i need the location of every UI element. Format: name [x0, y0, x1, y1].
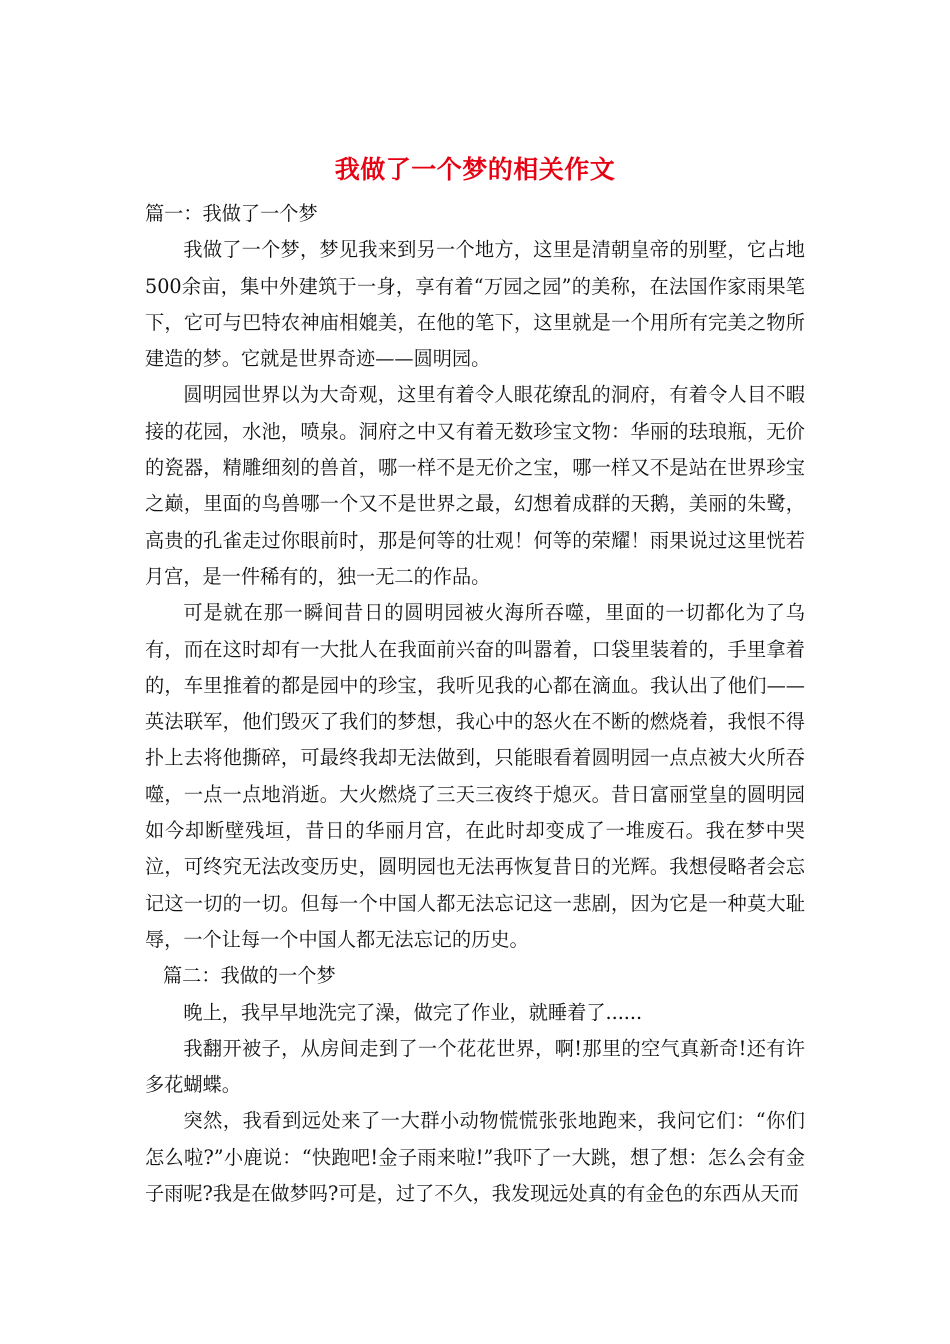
section-heading-1: 篇一：我做了一个梦: [145, 202, 318, 225]
paragraph: 突然，我看到远处来了一大群小动物慌慌张张地跑来，我问它们：“你们怎么啦?”小鹿说：“快跑吧!金子雨来啦!”我吓了一大跳，想了想：怎么会有金子雨呢?我是在做梦吗?可是，过了不久，我发现远处真的有金色的东西从天而: [145, 1109, 805, 1206]
paragraph: 我翻开被子，从房间走到了一个花花世界，啊!那里的空气真新奇!还有许多花蝴蝶。: [145, 1036, 805, 1097]
document-body: [145, 196, 805, 1212]
paragraph: 可是就在那一瞬间昔日的圆明园被火海所吞噬，里面的一切都化为了乌有，而在这时却有一大批人在我面前兴奋的叫嚣着，口袋里装着的，手里拿着的，车里推着的都是园中的珍宝，我听见我的心都在滴血。我认出了他们——英法联军，他们毁灭了我们的梦想，我心中的怒火在不断的燃烧着，我恨不得扑上去将他撕碎，可最终我却无法做到，只能眼看着圆明园一点点被大火所吞噬，一点一点地消逝。大火燃烧了三天三夜终于熄灭。昔日富丽堂皇的圆明园如今却断壁残垣，昔日的华丽月宫，在此时却变成了一堆废石。我在梦中哭泣，可终究无法改变历史，圆明园也无法再恢复昔日的光辉。我想侵略者会忘记这一切的一切。但每一个中国人都无法忘记这一悲剧，因为它是一种莫大耻辱，一个让每一个中国人都无法忘记的历史。: [145, 601, 805, 951]
paragraph: 我做了一个梦，梦见我来到另一个地方，这里是清朝皇帝的别墅，它占地500余亩，集中外建筑于一身，享有着“万园之园”的美称，在法国作家雨果笔下，它可与巴特农神庙相媲美，在他的笔下，这里就是一个用所有完美之物所建造的梦。它就是世界奇迹——圆明园。: [145, 238, 805, 371]
section-heading-2: 篇二：我做的一个梦: [163, 964, 336, 988]
paragraph: 圆明园世界以为大奇观，这里有着令人眼花缭乱的洞府，有着令人目不暇接的花园，水池，喷泉。洞府之中又有着无数珍宝文物：华丽的珐琅瓶，无价的瓷器，精雕细刻的兽首，哪一样不是无价之宝，哪一样又不是站在世界珍宝之巅，里面的鸟兽哪一个又不是世界之最，幻想着成群的天鹅，美丽的朱鹭，高贵的孔雀走过你眼前时，那是何等的壮观！何等的荣耀！雨果说过这里恍若月宫，是一件稀有的，独一无二的作品。: [145, 383, 805, 588]
document-title: 我做了一个梦的相关作文: [334, 155, 616, 184]
paragraph: 晚上，我早早地洗完了澡，做完了作业，就睡着了......: [183, 1000, 643, 1024]
